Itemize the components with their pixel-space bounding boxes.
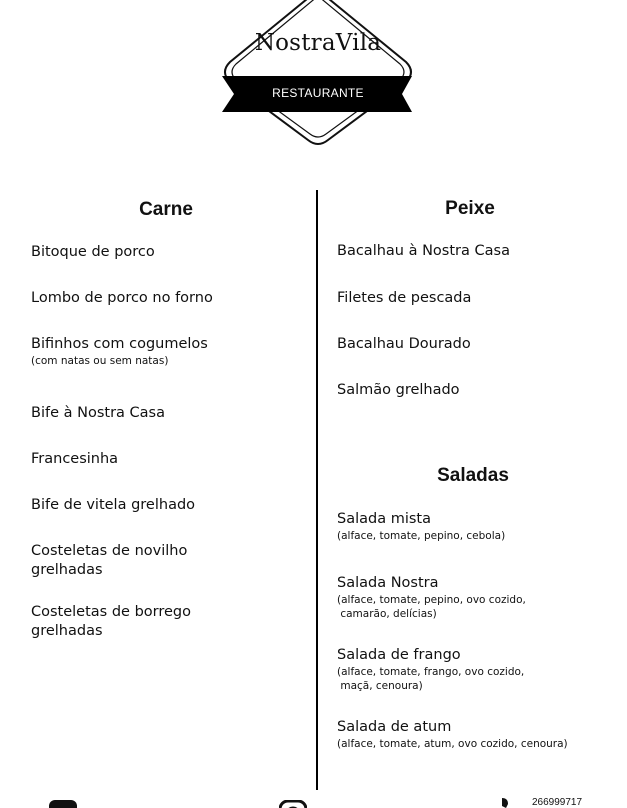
menu-item-name: Salada mista: [337, 511, 431, 527]
menu-item-note-line2: camarão, delícias): [337, 608, 437, 620]
menu-item: Bife de vitela grelhado: [31, 497, 196, 513]
footer-phone: 266999717: [532, 797, 583, 808]
menu-item: [31, 335, 208, 368]
facebook-icon[interactable]: [49, 800, 77, 808]
carne-heading: Carne: [139, 199, 193, 220]
menu-item-name: Bifinhos com cogumelos: [31, 336, 208, 352]
menu-item-name: Salada Nostra: [337, 575, 439, 591]
column-divider: [316, 190, 318, 790]
menu-item-name-line2: grelhadas: [31, 562, 103, 578]
menu-item: [31, 603, 191, 641]
menu-item-note-line1: (alface, tomate, frango, ovo cozido,: [337, 666, 525, 678]
menu-item: Bitoque de porco: [31, 244, 155, 260]
phone-icon: [498, 798, 512, 808]
menu-item-note-line2: maçã, cenoura): [337, 680, 423, 692]
menu-item-name: Salada de atum: [337, 719, 452, 735]
logo-subtitle: RESTAURANTE: [272, 86, 364, 100]
menu-item-note: (alface, tomate, atum, ovo cozido, cenoura): [337, 738, 568, 750]
menu-item: [337, 718, 568, 751]
menu-item: Filetes de pescada: [337, 290, 472, 306]
instagram-icon[interactable]: [279, 800, 307, 808]
menu-item: [337, 510, 505, 543]
menu-item-note: (com natas ou sem natas): [31, 355, 169, 367]
menu-item-note-line1: (alface, tomate, pepino, ovo cozido,: [337, 594, 526, 606]
menu-item-name-line2: grelhadas: [31, 623, 103, 639]
menu-item-name-line1: Costeletas de borrego: [31, 604, 191, 620]
restaurant-logo: [220, 0, 416, 150]
menu-item: [31, 542, 187, 580]
peixe-heading: Peixe: [445, 198, 495, 219]
logo-frame: [220, 0, 416, 150]
menu-item-name-line1: Costeletas de novilho: [31, 543, 188, 559]
menu-item: Lombo de porco no forno: [31, 290, 213, 306]
menu-item: [337, 646, 524, 693]
menu-item: Salmão grelhado: [337, 382, 460, 398]
saladas-heading: Saladas: [437, 465, 509, 486]
logo-name: NostraVila: [254, 30, 382, 56]
menu-item: Bacalhau à Nostra Casa: [337, 243, 510, 259]
menu-item-note: (alface, tomate, pepino, cebola): [337, 530, 506, 542]
menu-item: Bacalhau Dourado: [337, 336, 471, 352]
menu-item: Francesinha: [31, 451, 119, 467]
menu-item: Bife à Nostra Casa: [31, 405, 165, 421]
menu-item-name: Salada de frango: [337, 647, 461, 663]
menu-item: [337, 574, 526, 621]
